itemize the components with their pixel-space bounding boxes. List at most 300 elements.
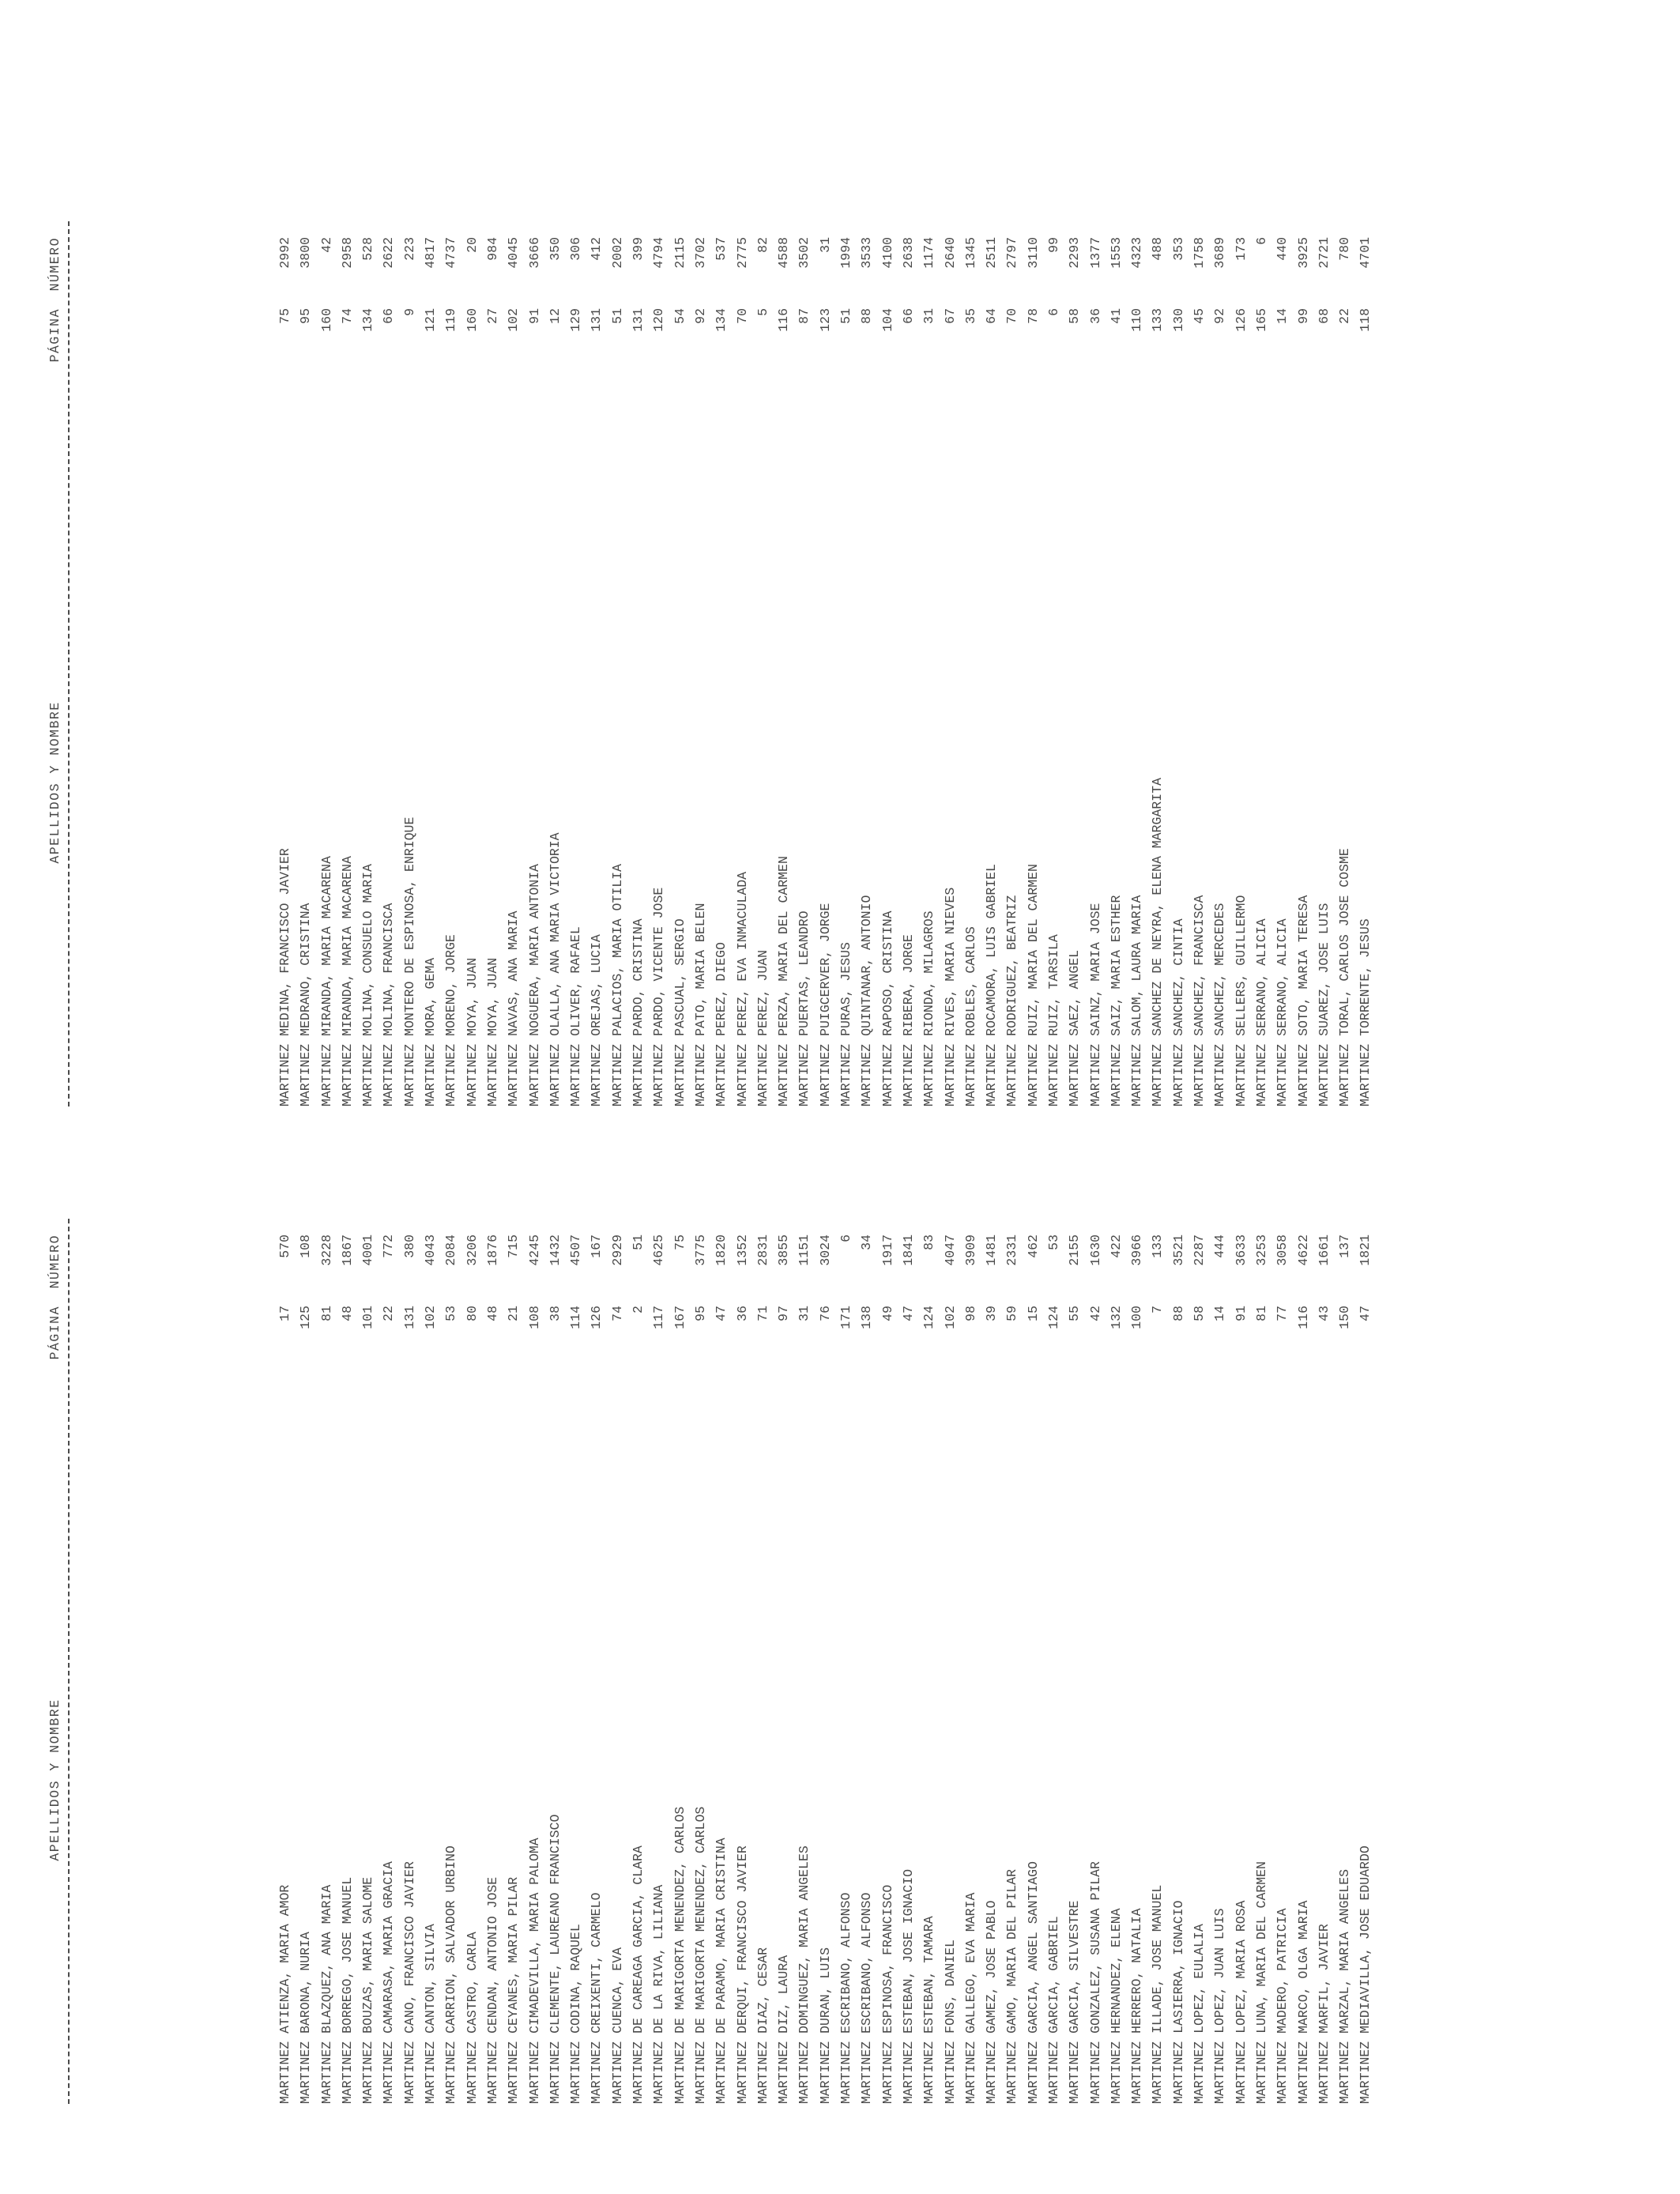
entry-pagina: 14 xyxy=(1212,1306,1228,1321)
entry-name: MARTINEZ SAEZ, ANGEL xyxy=(1067,949,1083,1106)
entry-name: MARTINEZ CANO, FRANCISCO JAVIER xyxy=(401,1861,417,2104)
entry-numero: 82 xyxy=(755,237,770,253)
entry-pagina: 98 xyxy=(962,1306,978,1321)
table-row xyxy=(1252,1076,1272,2104)
table-row xyxy=(462,79,483,1106)
entry-pagina: 131 xyxy=(631,308,646,332)
table-row xyxy=(296,79,316,1106)
table-row xyxy=(1335,1076,1355,2104)
entry-numero: 34 xyxy=(859,1235,875,1250)
table-row xyxy=(483,79,503,1106)
entry-numero: 3966 xyxy=(1129,1235,1145,1266)
table-row xyxy=(275,1076,296,2104)
entry-numero: 3689 xyxy=(1212,237,1228,269)
entry-name: MARTINEZ SUAREZ, JOSE LUIS xyxy=(1316,903,1332,1106)
entry-name: MARTINEZ RODRIGUEZ, BEATRIZ xyxy=(1004,895,1020,1106)
entry-name: MARTINEZ GARCIA, SILVESTRE xyxy=(1067,1900,1083,2104)
table-row xyxy=(296,1076,316,2104)
left-rows xyxy=(275,1076,1377,2104)
table-row xyxy=(898,79,919,1106)
entry-pagina: 76 xyxy=(817,1306,833,1321)
table-row xyxy=(525,1076,545,2104)
entry-numero: 4622 xyxy=(1295,1235,1311,1266)
entry-numero: 984 xyxy=(484,237,500,261)
entry-pagina: 49 xyxy=(880,1306,895,1321)
entry-numero: 75 xyxy=(672,1235,687,1250)
entry-numero: 3206 xyxy=(464,1235,480,1266)
entry-pagina: 119 xyxy=(443,308,459,332)
table-row xyxy=(1355,1076,1376,2104)
entry-pagina: 134 xyxy=(714,308,729,332)
entry-name: MARTINEZ SANCHEZ, MERCEDES xyxy=(1212,903,1228,1106)
entry-pagina: 110 xyxy=(1129,308,1145,332)
entry-name: MARTINEZ BLAZQUEZ, ANA MARIA xyxy=(318,1884,334,2104)
table-row xyxy=(358,79,379,1106)
entry-name: MARTINEZ LOPEZ, JUAN LUIS xyxy=(1212,1908,1228,2104)
table-row xyxy=(836,79,857,1106)
entry-pagina: 27 xyxy=(484,308,500,324)
entry-pagina: 55 xyxy=(1067,1306,1083,1321)
entry-name: MARTINEZ PUIGCERVER, JORGE xyxy=(817,903,833,1106)
table-row xyxy=(816,79,836,1106)
entry-numero: 462 xyxy=(1025,1235,1041,1258)
entry-pagina: 91 xyxy=(1233,1306,1249,1321)
entry-pagina: 91 xyxy=(526,308,542,324)
table-row xyxy=(961,79,981,1106)
table-row xyxy=(1294,1076,1314,2104)
entry-numero: 537 xyxy=(714,237,729,261)
entry-name: MARTINEZ ATIENZA, MARIA AMOR xyxy=(277,1884,292,2104)
entry-numero: 3533 xyxy=(859,237,875,269)
entry-name: MARTINEZ MORENO, JORGE xyxy=(443,934,459,1106)
table-row xyxy=(711,79,732,1106)
entry-pagina: 132 xyxy=(1108,1306,1124,1329)
entry-pagina: 131 xyxy=(589,308,605,332)
entry-pagina: 38 xyxy=(547,1306,563,1321)
entry-numero: 3702 xyxy=(692,237,708,269)
entry-numero: 2958 xyxy=(339,237,355,269)
entry-numero: 223 xyxy=(401,237,417,261)
entry-name: MARTINEZ GONZALEZ, SUSANA PILAR xyxy=(1087,1861,1103,2104)
entry-pagina: 47 xyxy=(1358,1306,1373,1321)
entry-name: MARTINEZ CLEMENTE, LAUREANO FRANCISCO xyxy=(547,1814,563,2104)
entry-numero: 4045 xyxy=(506,237,522,269)
entry-name: MARTINEZ BARONA, NURIA xyxy=(298,1932,314,2104)
entry-name: MARTINEZ GAMO, MARIA DEL PILAR xyxy=(1004,1868,1020,2104)
entry-numero: 99 xyxy=(1045,237,1061,253)
entry-numero: 1377 xyxy=(1087,237,1103,269)
entry-name: MARTINEZ NOGUERA, MARIA ANTONIA xyxy=(526,864,542,1106)
entry-name: MARTINEZ CUENCA, EVA xyxy=(609,1947,625,2104)
table-row xyxy=(1189,79,1210,1106)
entry-pagina: 92 xyxy=(692,308,708,324)
entry-numero: 2775 xyxy=(734,237,750,269)
entry-numero: 2622 xyxy=(381,237,397,269)
entry-pagina: 81 xyxy=(318,1306,334,1321)
entry-numero: 4047 xyxy=(942,1235,958,1266)
entry-name: MARTINEZ MOYA, JUAN xyxy=(464,957,480,1106)
table-row xyxy=(1231,1076,1252,2104)
entry-name: MARTINEZ MEDIAVILLA, JOSE EDUARDO xyxy=(1358,1845,1373,2104)
entry-numero: 570 xyxy=(277,1235,292,1258)
entry-pagina: 102 xyxy=(506,308,522,332)
table-row xyxy=(961,1076,981,2104)
entry-name: MARTINEZ RIVES, MARIA NIEVES xyxy=(942,887,958,1106)
entry-pagina: 95 xyxy=(692,1306,708,1321)
table-row xyxy=(691,79,711,1106)
header-divider xyxy=(68,221,70,1106)
entry-name: MARTINEZ DE MARIGORTA MENENDEZ, CARLOS xyxy=(692,1806,708,2104)
table-row xyxy=(670,79,691,1106)
entry-name: MARTINEZ CREIXENTI, CARMELO xyxy=(589,1892,605,2104)
entry-name: MARTINEZ GARCIA, GABRIEL xyxy=(1045,1916,1061,2104)
header-divider xyxy=(68,1219,70,2104)
table-row xyxy=(857,1076,877,2104)
entry-name: MARTINEZ BOUZAS, MARIA SALOME xyxy=(360,1876,376,2104)
entry-name: MARTINEZ RAPOSO, CRISTINA xyxy=(880,910,895,1106)
entry-pagina: 81 xyxy=(1253,1306,1269,1321)
entry-name: MARTINEZ DIZ, LAURA xyxy=(776,1955,792,2104)
table-row xyxy=(1002,1076,1023,2104)
table-row xyxy=(608,79,628,1106)
entry-name: MARTINEZ DOMINGUEZ, MARIA ANGELES xyxy=(797,1845,812,2104)
table-row xyxy=(1272,79,1293,1106)
entry-numero: 1820 xyxy=(714,1235,729,1266)
entry-numero: 4507 xyxy=(568,1235,584,1266)
entry-pagina: 31 xyxy=(797,1306,812,1321)
table-row xyxy=(919,1076,940,2104)
entry-name: MARTINEZ GARCIA, ANGEL SANTIAGO xyxy=(1025,1861,1041,2104)
entry-pagina: 102 xyxy=(423,1306,439,1329)
entry-pagina: 131 xyxy=(401,1306,417,1329)
entry-pagina: 12 xyxy=(547,308,563,324)
table-row xyxy=(857,79,877,1106)
entry-numero: 2293 xyxy=(1067,237,1083,269)
entry-pagina: 77 xyxy=(1275,1306,1290,1321)
table-row xyxy=(586,1076,607,2104)
entry-numero: 3521 xyxy=(1170,1235,1186,1266)
entry-pagina: 120 xyxy=(651,308,667,332)
entry-numero: 4737 xyxy=(443,237,459,269)
entry-pagina: 104 xyxy=(880,308,895,332)
table-row xyxy=(981,79,1002,1106)
entry-numero: 1841 xyxy=(900,1235,916,1266)
table-row xyxy=(441,79,461,1106)
entry-name: MARTINEZ MOLINA, FRANCISCA xyxy=(381,903,397,1106)
entry-name: MARTINEZ MARZAL, MARIA ANGELES xyxy=(1337,1868,1353,2104)
entry-name: MARTINEZ SELLERS, GUILLERMO xyxy=(1233,895,1249,1106)
entry-pagina: 67 xyxy=(942,308,958,324)
table-row xyxy=(1064,1076,1085,2104)
entry-numero: 3502 xyxy=(797,237,812,269)
table-row xyxy=(1294,79,1314,1106)
table-row xyxy=(1169,1076,1189,2104)
entry-numero: 1758 xyxy=(1192,237,1207,269)
entry-name: MARTINEZ ESTEBAN, TAMARA xyxy=(921,1916,937,2104)
entry-numero: 3228 xyxy=(318,1235,334,1266)
table-row xyxy=(1106,79,1127,1106)
entry-name: MARTINEZ PATO, MARIA BELEN xyxy=(692,903,708,1106)
entry-numero: 173 xyxy=(1233,237,1249,261)
entry-numero: 488 xyxy=(1150,237,1166,261)
entry-pagina: 87 xyxy=(797,308,812,324)
table-row xyxy=(1252,79,1272,1106)
table-row xyxy=(483,1076,503,2104)
table-row xyxy=(317,79,337,1106)
entry-pagina: 114 xyxy=(568,1306,584,1329)
entry-name: MARTINEZ TORAL, CARLOS JOSE COSME xyxy=(1337,848,1353,1106)
entry-numero: 3775 xyxy=(692,1235,708,1266)
entry-pagina: 160 xyxy=(464,308,480,332)
entry-pagina: 116 xyxy=(1295,1306,1311,1329)
table-row xyxy=(275,79,296,1106)
entry-numero: 2992 xyxy=(277,237,292,269)
entry-name: MARTINEZ CODINA, RAQUEL xyxy=(568,1924,584,2104)
entry-pagina: 117 xyxy=(651,1306,667,1329)
entry-numero: 83 xyxy=(921,1235,937,1250)
entry-numero: 2929 xyxy=(609,1235,625,1266)
entry-name: MARTINEZ PASCUAL, SERGIO xyxy=(672,918,687,1106)
entry-name: MARTINEZ PEREZ, JUAN xyxy=(755,949,770,1106)
header-apellidos-nombre: APELLIDOS Y NOMBRE xyxy=(47,701,62,864)
entry-name: MARTINEZ MADERO, PATRICIA xyxy=(1275,1908,1290,2104)
entry-pagina: 9 xyxy=(401,308,417,316)
entry-numero: 133 xyxy=(1150,1235,1166,1258)
table-row xyxy=(878,1076,898,2104)
entry-pagina: 43 xyxy=(1316,1306,1332,1321)
table-row xyxy=(608,1076,628,2104)
entry-numero: 3925 xyxy=(1295,237,1311,269)
entry-numero: 440 xyxy=(1275,237,1290,261)
entry-name: MARTINEZ PEREZ, EVA INMACULADA xyxy=(734,871,750,1106)
header-numero: NÚMERO xyxy=(47,1235,62,1289)
entry-pagina: 42 xyxy=(1087,1306,1103,1321)
entry-pagina: 88 xyxy=(859,308,875,324)
entry-name: MARTINEZ DERQUI, FRANCISCO JAVIER xyxy=(734,1845,750,2104)
entry-numero: 51 xyxy=(631,1235,646,1250)
entry-pagina: 138 xyxy=(859,1306,875,1329)
entry-numero: 3666 xyxy=(526,237,542,269)
entry-name: MARTINEZ SANCHEZ DE NEYRA, ELENA MARGARITA xyxy=(1150,778,1166,1106)
entry-name: MARTINEZ MOYA, JUAN xyxy=(484,957,500,1106)
table-row xyxy=(940,1076,961,2104)
left-column-block xyxy=(0,1076,1680,2104)
entry-name: MARTINEZ MIRANDA, MARIA MACARENA xyxy=(318,856,334,1106)
entry-name: MARTINEZ PALACIOS, MARIA OTILIA xyxy=(609,864,625,1106)
column-headers-right xyxy=(47,79,66,1106)
entry-pagina: 47 xyxy=(714,1306,729,1321)
entry-numero: 1917 xyxy=(880,1235,895,1266)
table-row xyxy=(1023,79,1044,1106)
entry-numero: 1867 xyxy=(339,1235,355,1266)
table-row xyxy=(753,79,774,1106)
entry-name: MARTINEZ SALOM, LAURA MARIA xyxy=(1129,895,1145,1106)
table-row xyxy=(1023,1076,1044,2104)
entry-name: MARTINEZ PARDO, VICENTE JOSE xyxy=(651,887,667,1106)
entry-numero: 1481 xyxy=(984,1235,1000,1266)
entry-pagina: 41 xyxy=(1108,308,1124,324)
table-row xyxy=(1086,1076,1106,2104)
entry-name: MARTINEZ SERRANO, ALICIA xyxy=(1253,918,1269,1106)
entry-pagina: 165 xyxy=(1253,308,1269,332)
entry-name: MARTINEZ MOLINA, CONSUELO MARIA xyxy=(360,864,376,1106)
entry-numero: 2002 xyxy=(609,237,625,269)
entry-numero: 2115 xyxy=(672,237,687,269)
entry-pagina: 58 xyxy=(1067,308,1083,324)
entry-numero: 528 xyxy=(360,237,376,261)
entry-name: MARTINEZ FONS, DANIEL xyxy=(942,1940,958,2104)
entry-numero: 6 xyxy=(1253,237,1269,245)
entry-name: MARTINEZ PEREZ, DIEGO xyxy=(714,942,729,1106)
header-pagina: PÁGINA xyxy=(47,1306,62,1360)
right-column-block xyxy=(0,79,1680,1106)
table-row xyxy=(1210,79,1230,1106)
entry-name: MARTINEZ SOTO, MARIA TERESA xyxy=(1295,895,1311,1106)
entry-name: MARTINEZ ESCRIBANO, ALFONSO xyxy=(838,1892,854,2104)
right-rows xyxy=(275,79,1377,1106)
entry-numero: 715 xyxy=(506,1235,522,1258)
entry-numero: 42 xyxy=(318,237,334,253)
entry-name: MARTINEZ ESPINOSA, FRANCISCO xyxy=(880,1884,895,2104)
entry-pagina: 14 xyxy=(1275,308,1290,324)
entry-name: MARTINEZ TORRENTE, JESUS xyxy=(1358,918,1373,1106)
entry-name: MARTINEZ OREJAS, LUCIA xyxy=(589,934,605,1106)
entry-numero: 2638 xyxy=(900,237,916,269)
entry-pagina: 15 xyxy=(1025,1306,1041,1321)
entry-name: MARTINEZ BORREGO, JOSE MANUEL xyxy=(339,1876,355,2104)
table-row xyxy=(670,1076,691,2104)
entry-name: MARTINEZ SAINZ, MARIA JOSE xyxy=(1087,903,1103,1106)
entry-name: MARTINEZ SANCHEZ, FRANCISCA xyxy=(1192,895,1207,1106)
header-pagina: PÁGINA xyxy=(47,308,62,363)
table-row xyxy=(1314,1076,1335,2104)
entry-numero: 4245 xyxy=(526,1235,542,1266)
entry-name: MARTINEZ OLALLA, ANA MARIA VICTORIA xyxy=(547,832,563,1106)
header-apellidos-nombre: APELLIDOS Y NOMBRE xyxy=(47,1698,62,1861)
table-row xyxy=(420,79,441,1106)
entry-numero: 167 xyxy=(589,1235,605,1258)
entry-pagina: 70 xyxy=(1004,308,1020,324)
entry-pagina: 80 xyxy=(464,1306,480,1321)
entry-name: MARTINEZ MIRANDA, MARIA MACARENA xyxy=(339,856,355,1106)
entry-name: MARTINEZ ESCRIBANO, ALFONSO xyxy=(859,1892,875,2104)
table-row xyxy=(358,1076,379,2104)
table-row xyxy=(566,1076,586,2104)
entry-numero: 108 xyxy=(298,1235,314,1258)
table-row xyxy=(1002,79,1023,1106)
entry-name: MARTINEZ LASIERRA, IGNACIO xyxy=(1170,1900,1186,2104)
entry-pagina: 124 xyxy=(1045,1306,1061,1329)
entry-name: MARTINEZ DE LA RIVA, LILIANA xyxy=(651,1884,667,2104)
entry-numero: 2511 xyxy=(984,237,1000,269)
entry-numero: 2831 xyxy=(755,1235,770,1266)
entry-pagina: 21 xyxy=(506,1306,522,1321)
entry-numero: 4817 xyxy=(423,237,439,269)
entry-pagina: 5 xyxy=(755,308,770,316)
table-row xyxy=(774,79,794,1106)
table-row xyxy=(337,1076,358,2104)
entry-name: MARTINEZ RIONDA, MILAGROS xyxy=(921,910,937,1106)
entry-name: MARTINEZ ESTEBAN, JOSE IGNACIO xyxy=(900,1868,916,2104)
entry-pagina: 129 xyxy=(568,308,584,332)
table-row xyxy=(794,79,815,1106)
entry-numero: 4323 xyxy=(1129,237,1145,269)
entry-name: MARTINEZ ROBLES, CARLOS xyxy=(962,926,978,1106)
table-row xyxy=(1272,1076,1293,2104)
entry-numero: 31 xyxy=(817,237,833,253)
entry-pagina: 88 xyxy=(1170,1306,1186,1321)
entry-name: MARTINEZ MONTERO DE ESPINOSA, ENRIQUE xyxy=(401,816,417,1106)
entry-pagina: 6 xyxy=(1045,308,1061,316)
table-row xyxy=(337,79,358,1106)
entry-name: MARTINEZ CAMARASA, MARIA GRACIA xyxy=(381,1861,397,2104)
table-row xyxy=(379,1076,399,2104)
entry-numero: 1352 xyxy=(734,1235,750,1266)
entry-name: MARTINEZ NAVAS, ANA MARIA xyxy=(506,910,522,1106)
entry-pagina: 75 xyxy=(277,308,292,324)
entry-name: MARTINEZ LOPEZ, MARIA ROSA xyxy=(1233,1900,1249,2104)
entry-numero: 137 xyxy=(1337,1235,1353,1258)
table-row xyxy=(1210,1076,1230,2104)
entry-numero: 1876 xyxy=(484,1235,500,1266)
table-row xyxy=(1314,79,1335,1106)
table-row xyxy=(1355,79,1376,1106)
entry-name: MARTINEZ RUIZ, TARSILA xyxy=(1045,934,1061,1106)
entry-numero: 350 xyxy=(547,237,563,261)
entry-name: MARTINEZ DE CAREAGA GARCIA, CLARA xyxy=(631,1845,646,2104)
entry-name: MARTINEZ DIAZ, CESAR xyxy=(755,1947,770,2104)
entry-pagina: 7 xyxy=(1150,1306,1166,1314)
entry-name: MARTINEZ HERRERO, NATALIA xyxy=(1129,1908,1145,2104)
entry-name: MARTINEZ ROCAMORA, LUIS GABRIEL xyxy=(984,864,1000,1106)
table-row xyxy=(1106,1076,1127,2104)
table-row xyxy=(733,1076,753,2104)
table-row xyxy=(379,79,399,1106)
entry-name: MARTINEZ RUIZ, MARIA DEL CARMEN xyxy=(1025,864,1041,1106)
entry-name: MARTINEZ MARCO, OLGA MARIA xyxy=(1295,1900,1311,2104)
entry-numero: 3058 xyxy=(1275,1235,1290,1266)
entry-pagina: 47 xyxy=(900,1306,916,1321)
table-row xyxy=(878,79,898,1106)
table-row xyxy=(1231,79,1252,1106)
entry-numero: 4043 xyxy=(423,1235,439,1266)
entry-numero: 1432 xyxy=(547,1235,563,1266)
entry-pagina: 45 xyxy=(1192,308,1207,324)
entry-numero: 53 xyxy=(1045,1235,1061,1250)
entry-numero: 2640 xyxy=(942,237,958,269)
entry-pagina: 171 xyxy=(838,1306,854,1329)
table-row xyxy=(420,1076,441,2104)
table-row xyxy=(441,1076,461,2104)
entry-name: MARTINEZ HERNANDEZ, ELENA xyxy=(1108,1908,1124,2104)
entry-pagina: 100 xyxy=(1129,1306,1145,1329)
table-row xyxy=(1086,79,1106,1106)
table-row xyxy=(1044,79,1064,1106)
entry-name: MARTINEZ LOPEZ, EULALIA xyxy=(1192,1924,1207,2104)
entry-pagina: 124 xyxy=(921,1306,937,1329)
table-row xyxy=(586,79,607,1106)
table-row xyxy=(317,1076,337,2104)
entry-numero: 3800 xyxy=(298,237,314,269)
entry-name: MARTINEZ CIMADEVILLA, MARIA PALOMA xyxy=(526,1838,542,2104)
entry-name: MARTINEZ MEDRANO, CRISTINA xyxy=(298,903,314,1106)
entry-pagina: 125 xyxy=(298,1306,314,1329)
entry-numero: 1994 xyxy=(838,237,854,269)
entry-name: MARTINEZ GALLEGO, EVA MARIA xyxy=(962,1892,978,2104)
entry-pagina: 118 xyxy=(1358,308,1373,332)
entry-numero: 444 xyxy=(1212,1235,1228,1258)
entry-numero: 1553 xyxy=(1108,237,1124,269)
